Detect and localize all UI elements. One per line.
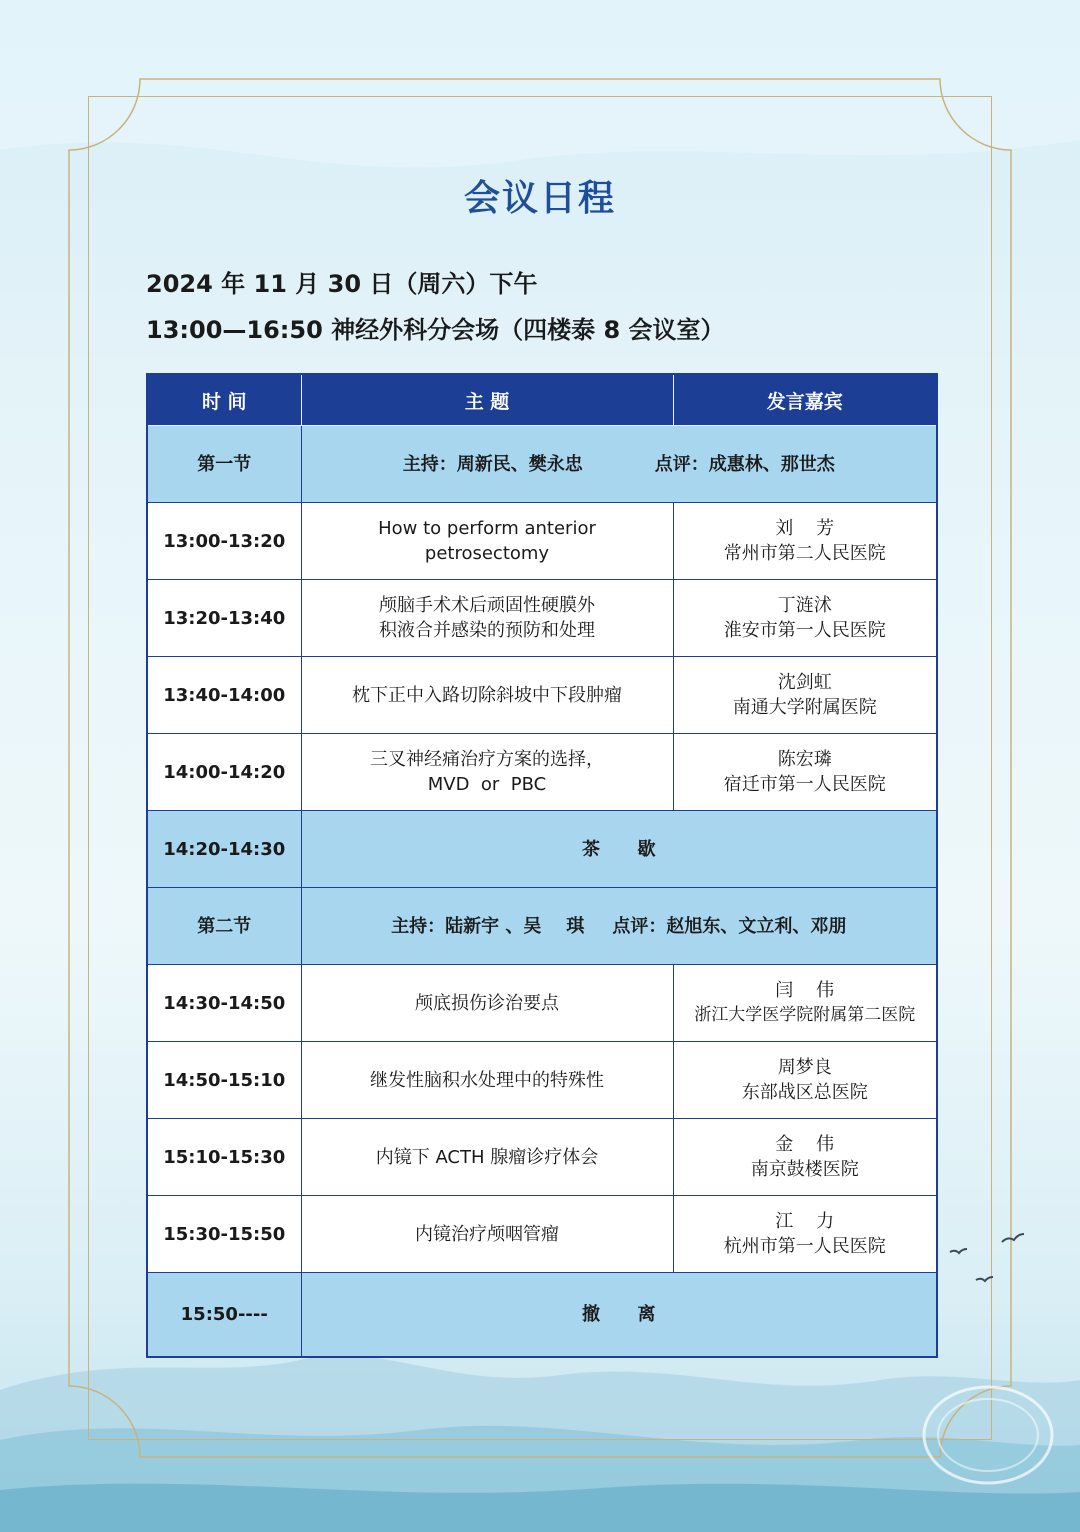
speaker-hospital: 南京鼓楼医院 <box>750 1159 859 1180</box>
break-row <box>147 811 937 888</box>
header-speaker: 发言嘉宾 <box>673 374 937 426</box>
table-row <box>147 965 937 1042</box>
speaker-cell <box>673 1196 937 1273</box>
topic-line: 内镜下 ACTH 腺瘤诊疗体会 <box>375 1146 599 1168</box>
topic-line: MVD or PBC <box>427 774 547 795</box>
topic-cell <box>301 657 673 734</box>
topic-cell <box>301 503 673 580</box>
end-label: 撤 离 <box>301 1273 937 1357</box>
topic-line: 三叉神经痛治疗方案的选择， <box>370 749 604 770</box>
table-row <box>147 1119 937 1196</box>
topic-line: 颅底损伤诊治要点 <box>415 992 559 1014</box>
section-commentators: 点评：成惠林、那世杰 <box>654 453 835 475</box>
speaker-name: 金 伟 <box>775 1134 835 1155</box>
time-cell: 15:10-15:30 <box>147 1119 301 1196</box>
header-time: 时 间 <box>147 374 301 426</box>
section-hosts: 主持：陆新宇 、吴 琪 <box>391 915 585 937</box>
section-chairs <box>301 426 937 503</box>
speaker-cell <box>673 1119 937 1196</box>
topic-cell <box>301 965 673 1042</box>
speaker-hospital: 浙江大学医学院附属第二医院 <box>694 1005 916 1025</box>
time-cell: 15:30-15:50 <box>147 1196 301 1273</box>
time-cell: 14:20-14:30 <box>147 811 301 888</box>
topic-line: 内镜治疗颅咽管瘤 <box>415 1223 559 1245</box>
section-chairs <box>301 888 937 965</box>
time-cell: 13:20-13:40 <box>147 580 301 657</box>
header-topic: 主 题 <box>301 374 673 426</box>
birds-icon <box>940 1230 1040 1300</box>
speaker-cell <box>673 1042 937 1119</box>
speaker-hospital: 东部战区总医院 <box>741 1082 868 1103</box>
topic-cell <box>301 1119 673 1196</box>
speaker-cell <box>673 503 937 580</box>
table-row <box>147 657 937 734</box>
table-row <box>147 503 937 580</box>
topic-line: 枕下正中入路切除斜坡中下段肿瘤 <box>352 684 622 706</box>
speaker-cell <box>673 734 937 811</box>
speaker-cell <box>673 965 937 1042</box>
topic-cell <box>301 1042 673 1119</box>
session-venue-line: 13:00—16:50 神经外科分会场（四楼泰 8 会议室） <box>146 316 725 344</box>
time-cell: 14:30-14:50 <box>147 965 301 1042</box>
time-cell: 15:50---- <box>147 1273 301 1357</box>
topic-line: 积液合并感染的预防和处理 <box>379 620 595 641</box>
break-label: 茶 歇 <box>301 811 937 888</box>
topic-line: 颅脑手术术后顽固性硬膜外 <box>379 595 595 616</box>
speaker-name: 闫 伟 <box>775 980 835 1001</box>
section-label: 第二节 <box>147 888 301 965</box>
speaker-name: 沈剑虹 <box>777 672 832 693</box>
speaker-cell <box>673 580 937 657</box>
topic-line: 继发性脑积水处理中的特殊性 <box>370 1069 604 1091</box>
date-line: 2024 年 11 月 30 日（周六）下午 <box>146 270 538 298</box>
section-row <box>147 888 937 965</box>
speaker-hospital: 常州市第二人民医院 <box>723 543 886 564</box>
speaker-name: 陈宏璘 <box>777 749 832 770</box>
speaker-name: 周梦良 <box>777 1057 832 1078</box>
speaker-hospital: 南通大学附属医院 <box>732 697 877 718</box>
section-row <box>147 426 937 503</box>
section-label: 第一节 <box>147 426 301 503</box>
speaker-hospital: 淮安市第一人民医院 <box>723 620 886 641</box>
time-cell: 14:00-14:20 <box>147 734 301 811</box>
table-row <box>147 580 937 657</box>
time-cell: 13:40-14:00 <box>147 657 301 734</box>
speaker-name: 刘 芳 <box>775 518 835 539</box>
topic-cell <box>301 734 673 811</box>
page-title: 会议日程 <box>463 178 616 219</box>
table-header-row <box>147 374 937 426</box>
watermark-ring-icon <box>918 1380 1058 1490</box>
speaker-name: 江 力 <box>775 1211 835 1232</box>
topic-line: petrosectomy <box>424 543 550 564</box>
table-row <box>147 1196 937 1273</box>
section-commentators: 点评：赵旭东、文立利、邓朋 <box>612 915 847 937</box>
speaker-cell <box>673 657 937 734</box>
schedule-table <box>146 373 938 1358</box>
table-row <box>147 734 937 811</box>
topic-line: How to perform anterior <box>378 518 596 539</box>
time-cell: 14:50-15:10 <box>147 1042 301 1119</box>
topic-cell <box>301 1196 673 1273</box>
topic-cell <box>301 580 673 657</box>
speaker-hospital: 杭州市第一人民医院 <box>723 1236 886 1257</box>
time-cell: 13:00-13:20 <box>147 503 301 580</box>
speaker-hospital: 宿迁市第一人民医院 <box>723 774 886 795</box>
end-row <box>147 1273 937 1357</box>
speaker-name: 丁涟沭 <box>777 595 832 616</box>
table-row <box>147 1042 937 1119</box>
section-hosts: 主持：周新民、樊永忠 <box>402 453 583 475</box>
